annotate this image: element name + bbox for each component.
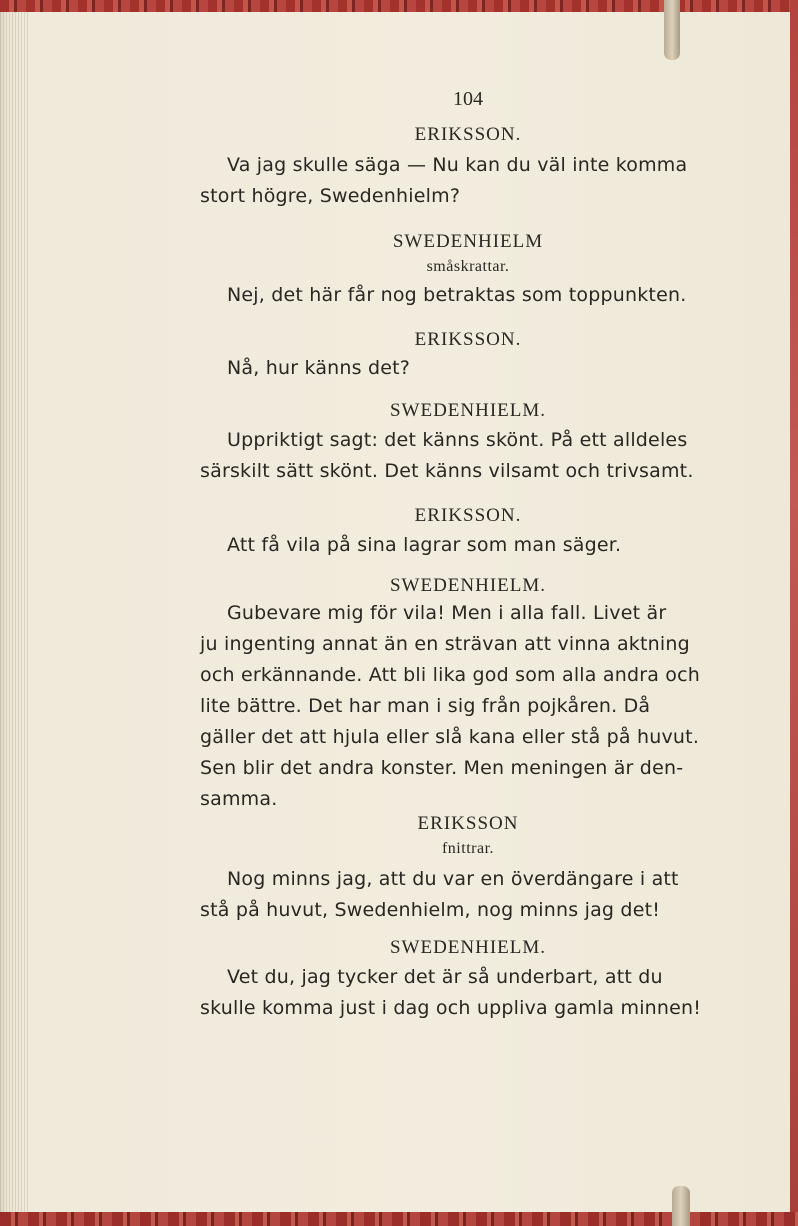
- stage-direction: fnittrar.: [441, 840, 495, 857]
- dialogue-line: stå på huvut, Swedenhielm, nog minns jag det!: [200, 899, 661, 921]
- speaker-name: SWEDENHIELM: [392, 231, 544, 252]
- dialogue-line: skulle komma just i dag och uppliva gamla minnen!: [200, 997, 702, 1019]
- dialogue-line: särskilt sätt skönt. Det känns vilsamt och trivsamt.: [200, 460, 694, 482]
- dialogue-line: och erkännande. Att bli lika god som alla andra och: [200, 664, 701, 686]
- dialogue-line: Va jag skulle säga — Nu kan du väl inte komma: [227, 154, 688, 176]
- speaker-name: SWEDENHIELM.: [389, 575, 547, 596]
- dialogue-line: Nej, det här får nog betraktas som toppunkten.: [227, 284, 687, 306]
- speaker-name: ERIKSSON.: [414, 329, 522, 350]
- bookmark-ribbon-bottom: [672, 1186, 690, 1226]
- speaker-name: ERIKSSON.: [414, 505, 522, 526]
- speaker-name: ERIKSSON: [417, 813, 519, 834]
- speaker-name: ERIKSSON.: [414, 124, 522, 145]
- dialogue-line: Nog minns jag, att du var en överdängare i att: [227, 868, 679, 890]
- dialogue-line: samma.: [200, 788, 278, 810]
- page-number: 104: [453, 88, 483, 110]
- page-stack-edge: [0, 12, 30, 1214]
- dialogue-line: Nå, hur känns det?: [227, 357, 411, 379]
- dialogue-line: gäller det att hjula eller slå kana eller stå på huvut.: [200, 726, 700, 748]
- book-cover-right-edge: [790, 0, 798, 1226]
- dialogue-line: lite bättre. Det har man i sig från pojkåren. Då: [200, 695, 651, 717]
- dialogue-line: Sen blir det andra konster. Men meningen är den-: [200, 757, 684, 779]
- dialogue-line: stort högre, Swedenhielm?: [200, 185, 461, 207]
- speaker-name: SWEDENHIELM.: [389, 937, 547, 958]
- speaker-name: SWEDENHIELM.: [389, 400, 547, 421]
- dialogue-line: Vet du, jag tycker det är så underbart, att du: [227, 966, 663, 988]
- bookmark-ribbon-top: [664, 0, 680, 60]
- dialogue-line: Gubevare mig för vila! Men i alla fall. Livet är: [227, 602, 667, 624]
- dialogue-line: Uppriktigt sagt: det känns skönt. På ett alldeles: [227, 429, 688, 451]
- dialogue-line: Att få vila på sina lagrar som man säger.: [227, 534, 622, 556]
- stage-direction: småskrattar.: [426, 258, 510, 275]
- dialogue-line: ju ingenting annat än en strävan att vinna aktning: [200, 633, 690, 655]
